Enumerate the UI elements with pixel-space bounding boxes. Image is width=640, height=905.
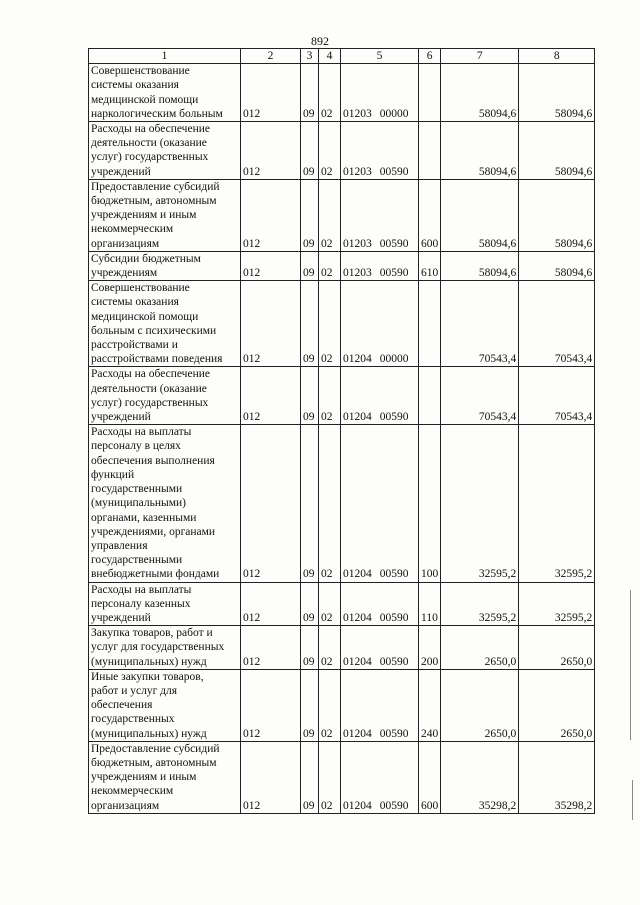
target-code: 00590	[379, 237, 409, 250]
expense-name-cell	[89, 669, 241, 741]
amount-col7-cell: 70543,4	[441, 281, 519, 367]
expense-name-cell	[89, 122, 241, 180]
ministry-code-cell: 012	[241, 64, 301, 122]
expense-name-cell	[89, 367, 241, 425]
amount-col7-cell: 2650,0	[441, 669, 519, 741]
table-row	[89, 669, 595, 741]
column-header: 2	[241, 49, 301, 64]
subsection-code-cell: 02	[319, 582, 341, 626]
table-row	[89, 122, 595, 180]
amount-col7-cell: 70543,4	[441, 367, 519, 425]
expense-name-cell	[89, 626, 241, 670]
target-article-cell	[341, 281, 419, 367]
amount-col7-cell: 58094,6	[441, 64, 519, 122]
table-row	[89, 425, 595, 582]
subsection-code-cell: 02	[319, 64, 341, 122]
column-header: 1	[89, 49, 241, 64]
section-code-cell: 09	[301, 741, 319, 813]
target-article-cell	[341, 741, 419, 813]
ministry-code-cell: 012	[241, 669, 301, 741]
target-code: 00590	[379, 568, 409, 581]
ministry-code-cell: 012	[241, 251, 301, 280]
expense-name: Субсидии бюджетным учреждениям	[91, 252, 201, 280]
table-row	[89, 626, 595, 670]
expense-name-cell	[89, 741, 241, 813]
expense-name-cell	[89, 179, 241, 251]
amount-col8-cell: 58094,6	[519, 122, 595, 180]
amount-col7-cell: 58094,6	[441, 179, 519, 251]
expense-name: Расходы на выплаты персоналу казенных учреждений	[91, 583, 192, 624]
target-article-cell	[341, 64, 419, 122]
subsection-code-cell: 02	[319, 741, 341, 813]
table-row	[89, 582, 595, 626]
expense-type-cell: 240	[419, 669, 441, 741]
target-code: 00590	[379, 411, 409, 424]
subsection-code-cell: 02	[319, 669, 341, 741]
expense-name: Иные закупки товаров, работ и услуг для обеспечения государственных (муниципальных) нужд	[91, 670, 207, 740]
expense-type-cell	[419, 367, 441, 425]
target-code: 00590	[379, 655, 409, 668]
expense-name: Расходы на выплаты персоналу в целях обеспечения выполнения функций государственными (муниципальными) органами, казенными учреждениями, органами управления государственными внебюджетными фондами	[91, 426, 220, 581]
amount-col7-cell: 58094,6	[441, 251, 519, 280]
expense-name-cell	[89, 251, 241, 280]
target-article-cell	[341, 122, 419, 180]
section-code-cell: 09	[301, 64, 319, 122]
target-article: 01203	[343, 107, 372, 120]
section-code-cell: 09	[301, 425, 319, 582]
amount-col8-cell: 32595,2	[519, 425, 595, 582]
expense-name-cell	[89, 582, 241, 626]
table-row	[89, 251, 595, 280]
table-row	[89, 64, 595, 122]
column-header: 8	[519, 49, 595, 64]
column-header: 5	[341, 49, 419, 64]
target-code: 00590	[379, 611, 409, 624]
subsection-code-cell: 02	[319, 425, 341, 582]
expense-type-cell: 610	[419, 251, 441, 280]
section-code-cell: 09	[301, 251, 319, 280]
table-row	[89, 281, 595, 367]
amount-col7-cell: 2650,0	[441, 626, 519, 670]
target-article: 01204	[343, 411, 372, 424]
target-article: 01203	[343, 165, 372, 178]
amount-col8-cell: 35298,2	[519, 741, 595, 813]
target-article-cell	[341, 179, 419, 251]
target-code: 00590	[379, 799, 409, 812]
section-code-cell: 09	[301, 669, 319, 741]
subsection-code-cell: 02	[319, 179, 341, 251]
section-code-cell: 09	[301, 367, 319, 425]
subsection-code-cell: 02	[319, 122, 341, 180]
section-code-cell: 09	[301, 626, 319, 670]
ministry-code-cell: 012	[241, 626, 301, 670]
expense-name-cell	[89, 64, 241, 122]
amount-col8-cell: 70543,4	[519, 281, 595, 367]
ministry-code-cell: 012	[241, 281, 301, 367]
amount-col7-cell: 58094,6	[441, 122, 519, 180]
table-row	[89, 179, 595, 251]
section-code-cell: 09	[301, 179, 319, 251]
ministry-code-cell: 012	[241, 425, 301, 582]
section-code-cell: 09	[301, 281, 319, 367]
expense-name-cell	[89, 281, 241, 367]
target-article-cell	[341, 425, 419, 582]
target-article: 01204	[343, 611, 372, 624]
amount-col7-cell: 35298,2	[441, 741, 519, 813]
target-article: 01204	[343, 799, 372, 812]
ministry-code-cell: 012	[241, 582, 301, 626]
ministry-code-cell: 012	[241, 367, 301, 425]
amount-col8-cell: 2650,0	[519, 669, 595, 741]
table-row	[89, 367, 595, 425]
expense-name: Совершенствование системы оказания медицинской помощи наркологическим больным	[91, 65, 223, 120]
amount-col7-cell: 32595,2	[441, 582, 519, 626]
target-article: 01204	[343, 655, 372, 668]
subsection-code-cell: 02	[319, 626, 341, 670]
column-header: 3	[301, 49, 319, 64]
column-header: 4	[319, 49, 341, 64]
amount-col8-cell: 58094,6	[519, 64, 595, 122]
amount-col7-cell: 32595,2	[441, 425, 519, 582]
page-number: 892	[311, 34, 329, 48]
target-code: 00590	[379, 165, 409, 178]
subsection-code-cell: 02	[319, 367, 341, 425]
ministry-code-cell: 012	[241, 741, 301, 813]
expense-name: Предоставление субсидий бюджетным, автономным учреждениям и иным некоммерческим организациям	[91, 742, 220, 812]
header-row	[89, 49, 595, 64]
amount-col8-cell: 70543,4	[519, 367, 595, 425]
target-code: 00590	[379, 727, 409, 740]
amount-col8-cell: 58094,6	[519, 251, 595, 280]
expense-type-cell: 110	[419, 582, 441, 626]
subsection-code-cell: 02	[319, 281, 341, 367]
target-article: 01203	[343, 267, 372, 280]
target-article-cell	[341, 582, 419, 626]
column-header: 7	[441, 49, 519, 64]
expense-name: Расходы на обеспечение деятельности (оказание услуг) государственных учреждений	[91, 123, 210, 178]
expense-type-cell	[419, 122, 441, 180]
target-article: 01204	[343, 353, 372, 366]
target-article-cell	[341, 669, 419, 741]
expense-name: Совершенствование системы оказания медицинской помощи больным с психическими расстройствами и расстройствами поведения	[91, 282, 223, 366]
section-code-cell: 09	[301, 122, 319, 180]
expense-name: Закупка товаров, работ и услуг для государственных (муниципальных) нужд	[91, 627, 225, 668]
amount-col8-cell: 58094,6	[519, 179, 595, 251]
table-row	[89, 741, 595, 813]
target-code: 00000	[379, 107, 409, 120]
expense-type-cell	[419, 64, 441, 122]
target-code: 00590	[379, 267, 409, 280]
amount-col8-cell: 2650,0	[519, 626, 595, 670]
column-header: 6	[419, 49, 441, 64]
expense-name-cell	[89, 425, 241, 582]
expense-type-cell: 100	[419, 425, 441, 582]
target-article-cell	[341, 251, 419, 280]
ministry-code-cell: 012	[241, 122, 301, 180]
expense-name: Предоставление субсидий бюджетным, автономным учреждениям и иным некоммерческим организациям	[91, 180, 220, 250]
amount-col8-cell: 32595,2	[519, 582, 595, 626]
budget-table	[88, 48, 595, 814]
target-article: 01203	[343, 237, 372, 250]
target-article: 01204	[343, 727, 372, 740]
ministry-code-cell: 012	[241, 179, 301, 251]
target-article: 01204	[343, 568, 372, 581]
target-article-cell	[341, 626, 419, 670]
expense-type-cell	[419, 281, 441, 367]
section-code-cell: 09	[301, 582, 319, 626]
table-body	[89, 64, 595, 814]
target-code: 00000	[379, 353, 409, 366]
expense-type-cell: 200	[419, 626, 441, 670]
expense-type-cell: 600	[419, 741, 441, 813]
expense-type-cell: 600	[419, 179, 441, 251]
expense-name: Расходы на обеспечение деятельности (оказание услуг) государственных учреждений	[91, 368, 210, 424]
subsection-code-cell: 02	[319, 251, 341, 280]
scan-mark	[630, 590, 631, 740]
target-article-cell	[341, 367, 419, 425]
scan-mark	[632, 780, 633, 820]
